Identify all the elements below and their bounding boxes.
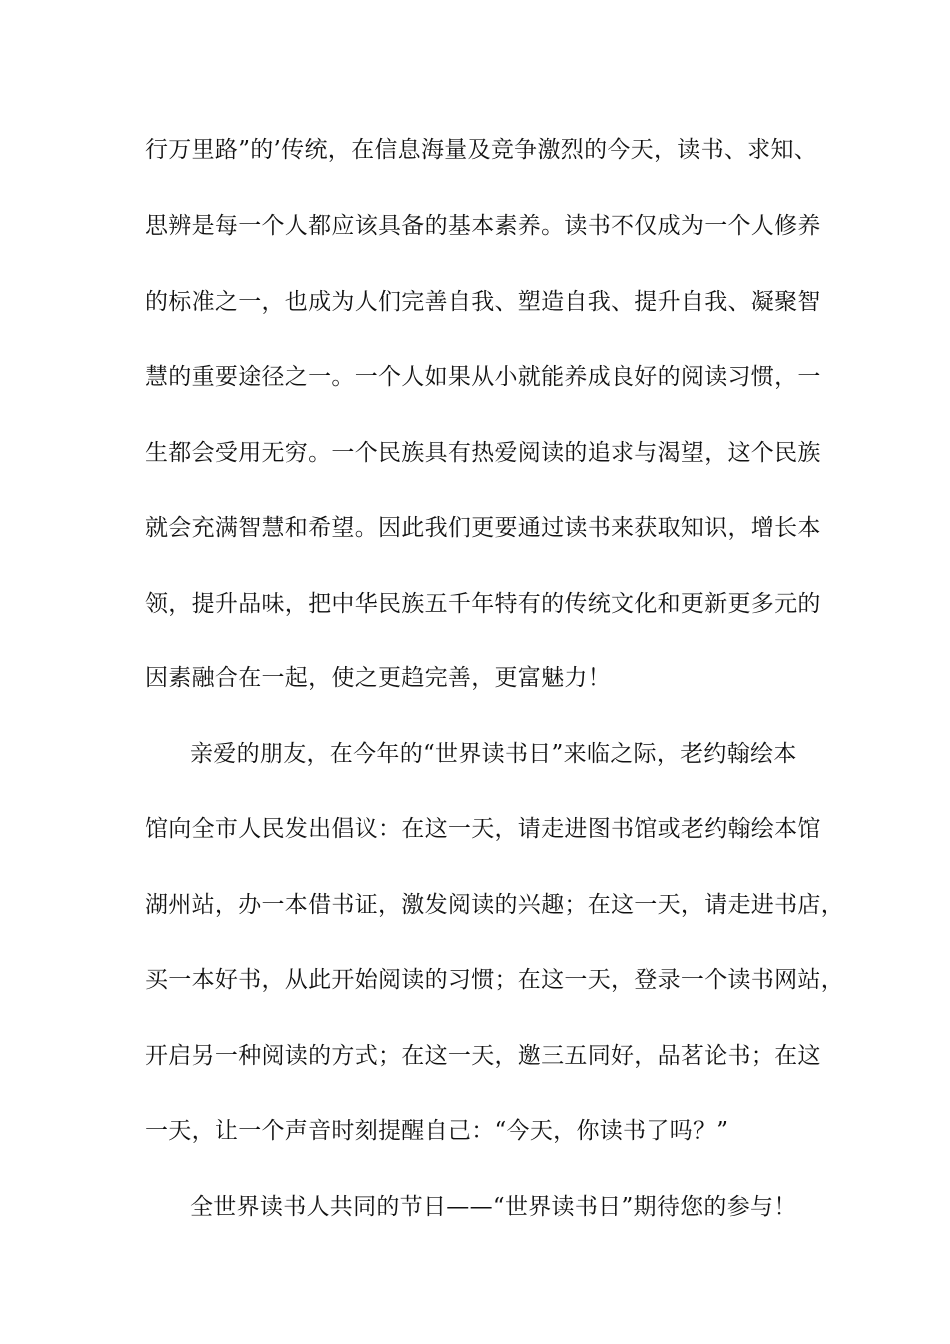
- text-line: 因素融合在一起，使之更趋完善，更富魅力！: [145, 665, 611, 691]
- text-line: 一天，让一个声音时刻提醒自己：“今天，你读书了吗？”: [145, 1118, 729, 1144]
- text-line: 慧的重要途径之一。一个人如果从小就能养成良好的阅读习惯，一: [145, 364, 821, 390]
- text-line: 生都会受用无穷。一个民族具有热爱阅读的追求与渴望，这个民族: [145, 440, 821, 466]
- text-line: 的标准之一，也成为人们完善自我、塑造自我、提升自我、凝聚智: [145, 289, 821, 315]
- text-line: 思辨是每一个人都应该具备的基本素养。读书不仅成为一个人修养: [145, 213, 821, 239]
- paragraph-first-line: 亲爱的朋友，在今年的“世界读书日”来临之际，老约翰绘本: [190, 741, 797, 767]
- text-line: 领，提升品味，把中华民族五千年特有的传统文化和更新更多元的: [145, 591, 821, 617]
- text-line: 馆向全市人民发出倡议：在这一天，请走进图书馆或老约翰绘本馆: [145, 816, 821, 842]
- text-line: 行万里路”的’传统，在信息海量及竞争激烈的今天，读书、求知、: [145, 137, 818, 163]
- text-line: 就会充满智慧和希望。因此我们更要通过读书来获取知识，增长本: [145, 515, 821, 541]
- text-line: 开启另一种阅读的方式；在这一天，邀三五同好，品茗论书；在这: [145, 1043, 821, 1069]
- closing-line: 全世界读书人共同的节日——“世界读书日”期待您的参与！: [190, 1194, 797, 1220]
- text-line: 湖州站，办一本借书证，激发阅读的兴趣；在这一天，请走进书店，: [145, 892, 844, 918]
- text-line: 买一本好书，从此开始阅读的习惯；在这一天，登录一个读书网站，: [145, 967, 844, 993]
